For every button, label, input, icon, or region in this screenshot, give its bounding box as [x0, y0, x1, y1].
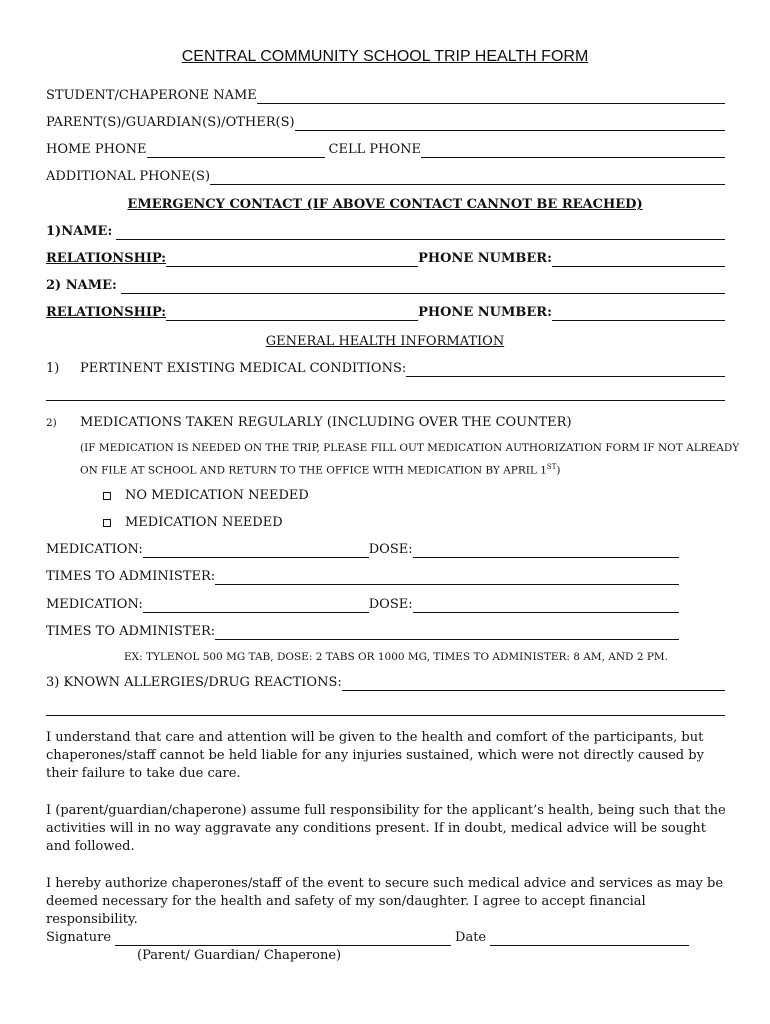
phone1-field[interactable]: [552, 252, 725, 267]
student-name-field[interactable]: [257, 89, 725, 104]
signature-caption: (Parent/ Guardian/ Chaperone): [137, 948, 342, 963]
emergency-name1-row: [46, 224, 725, 240]
medication1-field[interactable]: [143, 543, 369, 558]
responsibility-paragraph: I (parent/guardian/chaperone) assume full responsibility for the applicant’s health, being such that the activities will in no way aggravate any conditions present. If in doubt, medical advice will be sought and followed.: [46, 803, 726, 854]
emergency-name2-field[interactable]: [121, 279, 725, 294]
times1-row: [46, 569, 679, 585]
medication-note-text: ON FILE AT SCHOOL AND RETURN TO THE OFFICE WITH MEDICATION BY APRIL 1: [80, 464, 547, 477]
phone2-label: PHONE NUMBER:: [418, 305, 552, 320]
additional-phone-label: ADDITIONAL PHONE(S): [46, 169, 211, 184]
medication1-label: MEDICATION:: [46, 542, 143, 557]
parents-row: [46, 115, 725, 131]
medication-note-line2: [80, 463, 560, 477]
relationship1-label: RELATIONSHIP:: [46, 251, 167, 266]
medication2-field[interactable]: [143, 598, 369, 613]
medication-note-sup: ST: [546, 463, 557, 471]
emergency-name2-label: 2) NAME:: [46, 278, 117, 293]
cell-phone-field[interactable]: [421, 143, 725, 158]
relationship2-field[interactable]: [166, 306, 418, 321]
phone-row: [46, 142, 725, 158]
times1-label: TIMES TO ADMINISTER:: [46, 569, 216, 584]
dose1-field[interactable]: [413, 543, 679, 558]
date-field[interactable]: [490, 931, 689, 946]
no-medication-option[interactable]: [103, 488, 309, 503]
medication-needed-label: MEDICATION NEEDED: [125, 515, 283, 530]
additional-phone-row: [46, 169, 725, 185]
emergency-heading: EMERGENCY CONTACT (IF ABOVE CONTACT CANNOT BE REACHED): [127, 197, 643, 212]
no-medication-checkbox[interactable]: [103, 492, 111, 500]
emergency-name1-label: 1)NAME:: [46, 224, 113, 239]
relationship2-label: RELATIONSHIP:: [46, 305, 167, 320]
medication-example: EX: TYLENOL 500 MG TAB, DOSE: 2 TABS OR 1000 MG, TIMES TO ADMINISTER: 8 AM, AND 2 PM.: [124, 651, 668, 663]
additional-phone-field[interactable]: [210, 170, 725, 185]
emergency-name1-field[interactable]: [116, 225, 725, 240]
date-label: Date: [455, 930, 487, 945]
allergies-field-line2[interactable]: [46, 715, 725, 716]
times2-row: [46, 624, 679, 640]
emergency-rel2-row: [46, 305, 725, 321]
form-title: CENTRAL COMMUNITY SCHOOL TRIP HEALTH FORM: [181, 48, 589, 65]
dose2-label: DOSE:: [368, 597, 413, 612]
student-name-row: [46, 88, 725, 104]
medication2-label: MEDICATION:: [46, 597, 143, 612]
conditions-field[interactable]: [406, 362, 725, 377]
phone2-field[interactable]: [552, 306, 725, 321]
liability-paragraph: I understand that care and attention will be given to the health and comfort of the participants, but chaperones/staff cannot be held liable for any injuries sustained, which were not directly caused by their failure to take due care.: [46, 730, 704, 781]
q2-number: 2): [46, 417, 57, 429]
signature-field[interactable]: [115, 931, 451, 946]
conditions-field-line2[interactable]: [46, 400, 725, 401]
q1-number: 1): [46, 361, 60, 376]
times2-label: TIMES TO ADMINISTER:: [46, 624, 216, 639]
allergies-field[interactable]: [342, 676, 725, 691]
signature-row: [46, 930, 689, 946]
medication-note-line1: (IF MEDICATION IS NEEDED ON THE TRIP, PLEASE FILL OUT MEDICATION AUTHORIZATION FORM IF NOT ALREADY: [80, 442, 740, 454]
medications-row: [46, 415, 725, 431]
emergency-rel1-row: [46, 251, 725, 267]
medication2-row: [46, 597, 679, 613]
dose2-field[interactable]: [413, 598, 679, 613]
student-name-label: STUDENT/CHAPERONE NAME: [46, 88, 257, 103]
cell-phone-label: CELL PHONE: [328, 142, 421, 157]
times2-field[interactable]: [215, 625, 679, 640]
conditions-label: PERTINENT EXISTING MEDICAL CONDITIONS:: [80, 361, 407, 376]
authorization-paragraph: I hereby authorize chaperones/staff of the event to secure such medical advice and services as may be deemed necessary for the health and safety of my son/daughter. I agree to accept financial responsibility.: [46, 876, 724, 927]
conditions-row: [46, 361, 725, 377]
home-phone-field[interactable]: [147, 143, 325, 158]
relationship1-field[interactable]: [166, 252, 418, 267]
times1-field[interactable]: [215, 570, 679, 585]
signature-label: Signature: [46, 930, 112, 945]
allergies-label: 3) KNOWN ALLERGIES/DRUG REACTIONS:: [46, 675, 342, 690]
dose1-label: DOSE:: [368, 542, 413, 557]
parents-field[interactable]: [295, 116, 725, 131]
home-phone-label: HOME PHONE: [46, 142, 147, 157]
allergies-row: [46, 675, 725, 691]
phone1-label: PHONE NUMBER:: [418, 251, 552, 266]
medication-note-close: ): [556, 464, 561, 477]
health-heading: GENERAL HEALTH INFORMATION: [265, 334, 505, 349]
medication-needed-checkbox[interactable]: [103, 519, 111, 527]
emergency-name2-row: [46, 278, 725, 294]
parents-label: PARENT(S)/GUARDIAN(S)/OTHER(S): [46, 115, 295, 130]
medications-label: MEDICATIONS TAKEN REGULARLY (INCLUDING OVER THE COUNTER): [80, 415, 572, 430]
medication-needed-option[interactable]: [103, 515, 283, 530]
medication1-row: [46, 542, 679, 558]
no-medication-label: NO MEDICATION NEEDED: [125, 488, 309, 503]
